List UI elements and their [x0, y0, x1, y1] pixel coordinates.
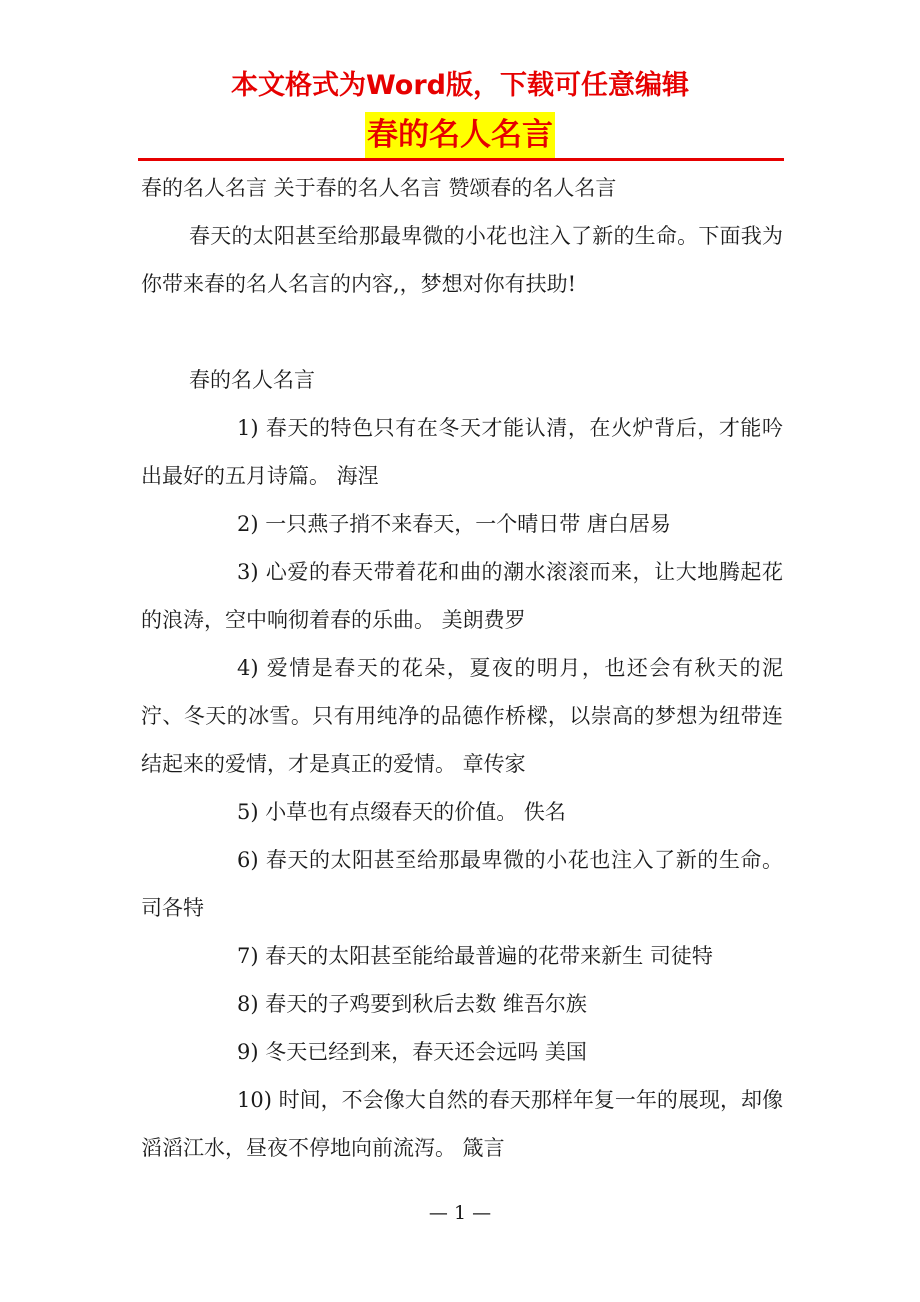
download-banner: 本文格式为Word版，下载可任意编辑 — [230, 70, 689, 101]
quote-item — [141, 836, 783, 932]
quote-item — [141, 1076, 783, 1172]
quote-number: 1) — [237, 416, 259, 440]
page-number: — 1 — — [428, 1202, 492, 1224]
section-heading: 春的名人名言 — [189, 368, 315, 392]
quote-number: 10) — [237, 1088, 272, 1112]
quote-text: 春天的特色只有在冬天才能认清，在火炉背后，才能吟出最好的五月诗篇。 海涅 — [141, 416, 783, 488]
blank-line — [141, 308, 783, 356]
quote-item — [141, 932, 783, 980]
quote-number: 7) — [237, 944, 259, 968]
quote-number: 3) — [237, 560, 259, 584]
quote-text: 爱情是春天的花朵，夏夜的明月，也还会有秋天的泥泞、冬天的冰雪。只有用纯净的品德作桥樑，以崇高的梦想为纽带连结起来的爱情，才是真正的爱情。 章传家 — [141, 656, 783, 776]
quote-item — [141, 548, 783, 644]
quote-item — [141, 404, 783, 500]
quote-text: 一只燕子捎不来春天，一个晴日带 唐白居易 — [265, 512, 671, 536]
quote-item — [141, 1028, 783, 1076]
quote-item — [141, 788, 783, 836]
quote-number: 8) — [237, 992, 259, 1016]
keywords-line: 春的名人名言 关于春的名人名言 赞颂春的名人名言 — [141, 176, 617, 200]
quote-text: 春天的太阳甚至给那最卑微的小花也注入了新的生命。 司各特 — [141, 848, 783, 920]
title-wrapper — [0, 112, 920, 158]
quote-item — [141, 980, 783, 1028]
document-title: 春的名人名言 — [365, 112, 555, 158]
quote-text: 心爱的春天带着花和曲的潮水滚滚而来，让大地腾起花的浪涛，空中响彻着春的乐曲。 美朗费罗 — [141, 560, 783, 632]
quote-number: 6) — [237, 848, 259, 872]
quote-text: 春天的子鸡要到秋后去数 维吾尔族 — [265, 992, 587, 1016]
quote-number: 5) — [237, 800, 259, 824]
quote-item — [141, 500, 783, 548]
quote-number: 2) — [237, 512, 259, 536]
quote-number: 9) — [237, 1040, 259, 1064]
quote-text: 时间，不会像大自然的春天那样年复一年的展现，却像滔滔江水，昼夜不停地向前流泻。 箴言 — [141, 1088, 783, 1160]
quote-text: 春天的太阳甚至能给最普遍的花带来新生 司徒特 — [265, 944, 713, 968]
title-divider — [138, 158, 784, 161]
quote-number: 4) — [237, 656, 259, 680]
quote-text: 小草也有点缀春天的价值。 佚名 — [265, 800, 566, 824]
quote-text: 冬天已经到来，春天还会远吗 美国 — [265, 1040, 587, 1064]
intro-paragraph: 春天的太阳甚至给那最卑微的小花也注入了新的生命。下面我为你带来春的名人名言的内容,，梦想对你有扶助! — [141, 224, 783, 296]
document-body — [141, 164, 783, 1172]
quote-item — [141, 644, 783, 788]
